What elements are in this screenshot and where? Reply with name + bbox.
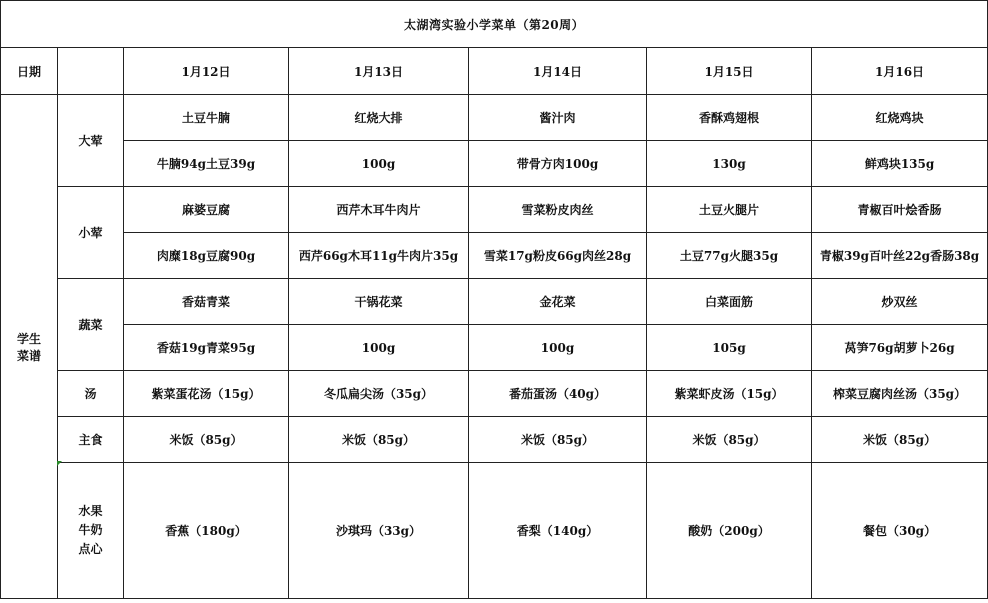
- staple-cell: 米饭（85g）: [647, 417, 812, 463]
- soup-cell: 番茄蛋汤（40g）: [469, 371, 647, 417]
- amount-cell: 100g: [289, 141, 469, 187]
- amount-cell: 土豆77g火腿35g: [647, 233, 812, 279]
- amount-cell: 100g: [289, 325, 469, 371]
- soup-row: [1, 371, 988, 417]
- amount-cell: 鲜鸡块135g: [812, 141, 988, 187]
- dish-cell: 土豆火腿片: [647, 187, 812, 233]
- amount-cell: 莴笋76g胡萝卜26g: [812, 325, 988, 371]
- category-snack: [58, 463, 124, 599]
- amount-cell: 牛腩94g土豆39g: [124, 141, 289, 187]
- dish-cell: 青椒百叶烩香肠: [812, 187, 988, 233]
- dish-cell: 香菇青菜: [124, 279, 289, 325]
- veg-dish-row: [1, 279, 988, 325]
- date-spacer: [58, 48, 124, 95]
- date-cell-thu: 1月15日: [647, 48, 812, 95]
- snack-cell: 酸奶（200g）: [647, 463, 812, 599]
- amount-cell: 西芹66g木耳11g牛肉片35g: [289, 233, 469, 279]
- date-cell-fri: 1月16日: [812, 48, 988, 95]
- date-cell-tue: 1月13日: [289, 48, 469, 95]
- dish-cell: 雪菜粉皮肉丝: [469, 187, 647, 233]
- date-row: [1, 48, 988, 95]
- minor-dish-row: [1, 187, 988, 233]
- section-label-line-1: 学生: [16, 331, 41, 346]
- staple-row: [1, 417, 988, 463]
- dish-cell: 干锅花菜: [289, 279, 469, 325]
- amount-cell: 香菇19g青菜95g: [124, 325, 289, 371]
- snack-row: [1, 463, 988, 599]
- section-label-line-2: 菜谱: [16, 348, 41, 363]
- staple-cell: 米饭（85g）: [289, 417, 469, 463]
- dish-cell: 香酥鸡翅根: [647, 95, 812, 141]
- staple-cell: 米饭（85g）: [469, 417, 647, 463]
- dish-cell: 酱汁肉: [469, 95, 647, 141]
- dish-cell: 土豆牛腩: [124, 95, 289, 141]
- amount-cell: 青椒39g百叶丝22g香肠38g: [812, 233, 988, 279]
- category-staple: 主食: [58, 417, 124, 463]
- dish-cell: 金花菜: [469, 279, 647, 325]
- staple-cell: 米饭（85g）: [124, 417, 289, 463]
- page-title: 太湖湾实验小学菜单（第20周）: [1, 1, 988, 48]
- snack-cell: 香蕉（180g）: [124, 463, 289, 599]
- soup-cell: 紫菜蛋花汤（15g）: [124, 371, 289, 417]
- category-minor: 小荤: [58, 187, 124, 279]
- amount-cell: 肉糜18g豆腐90g: [124, 233, 289, 279]
- snack-label-line-2: 牛奶: [78, 523, 103, 537]
- snack-label-line-3: 点心: [78, 542, 103, 556]
- date-label: 日期: [1, 48, 58, 95]
- title-row: [1, 1, 988, 48]
- category-soup: 汤: [58, 371, 124, 417]
- soup-cell: 冬瓜扁尖汤（35g）: [289, 371, 469, 417]
- dish-cell: 炒双丝: [812, 279, 988, 325]
- main-dish-row: [1, 95, 988, 141]
- dish-cell: 红烧鸡块: [812, 95, 988, 141]
- section-label: [1, 95, 58, 599]
- category-main: 大荤: [58, 95, 124, 187]
- minor-amount-row: [1, 233, 988, 279]
- soup-cell: 榨菜豆腐肉丝汤（35g）: [812, 371, 988, 417]
- snack-cell: 香梨（140g）: [469, 463, 647, 599]
- date-cell-wed: 1月14日: [469, 48, 647, 95]
- category-veg: 蔬菜: [58, 279, 124, 371]
- date-cell-mon: 1月12日: [124, 48, 289, 95]
- dish-cell: 红烧大排: [289, 95, 469, 141]
- snack-label-line-1: 水果: [78, 504, 103, 518]
- veg-amount-row: [1, 325, 988, 371]
- amount-cell: 雪菜17g粉皮66g肉丝28g: [469, 233, 647, 279]
- amount-cell: 105g: [647, 325, 812, 371]
- main-amount-row: [1, 141, 988, 187]
- amount-cell: 带骨方肉100g: [469, 141, 647, 187]
- cell-comment-marker: [57, 461, 62, 466]
- dish-cell: 西芹木耳牛肉片: [289, 187, 469, 233]
- snack-cell: 餐包（30g）: [812, 463, 988, 599]
- snack-cell: 沙琪玛（33g）: [289, 463, 469, 599]
- amount-cell: 100g: [469, 325, 647, 371]
- dish-cell: 白菜面筋: [647, 279, 812, 325]
- dish-cell: 麻婆豆腐: [124, 187, 289, 233]
- soup-cell: 紫菜虾皮汤（15g）: [647, 371, 812, 417]
- amount-cell: 130g: [647, 141, 812, 187]
- staple-cell: 米饭（85g）: [812, 417, 988, 463]
